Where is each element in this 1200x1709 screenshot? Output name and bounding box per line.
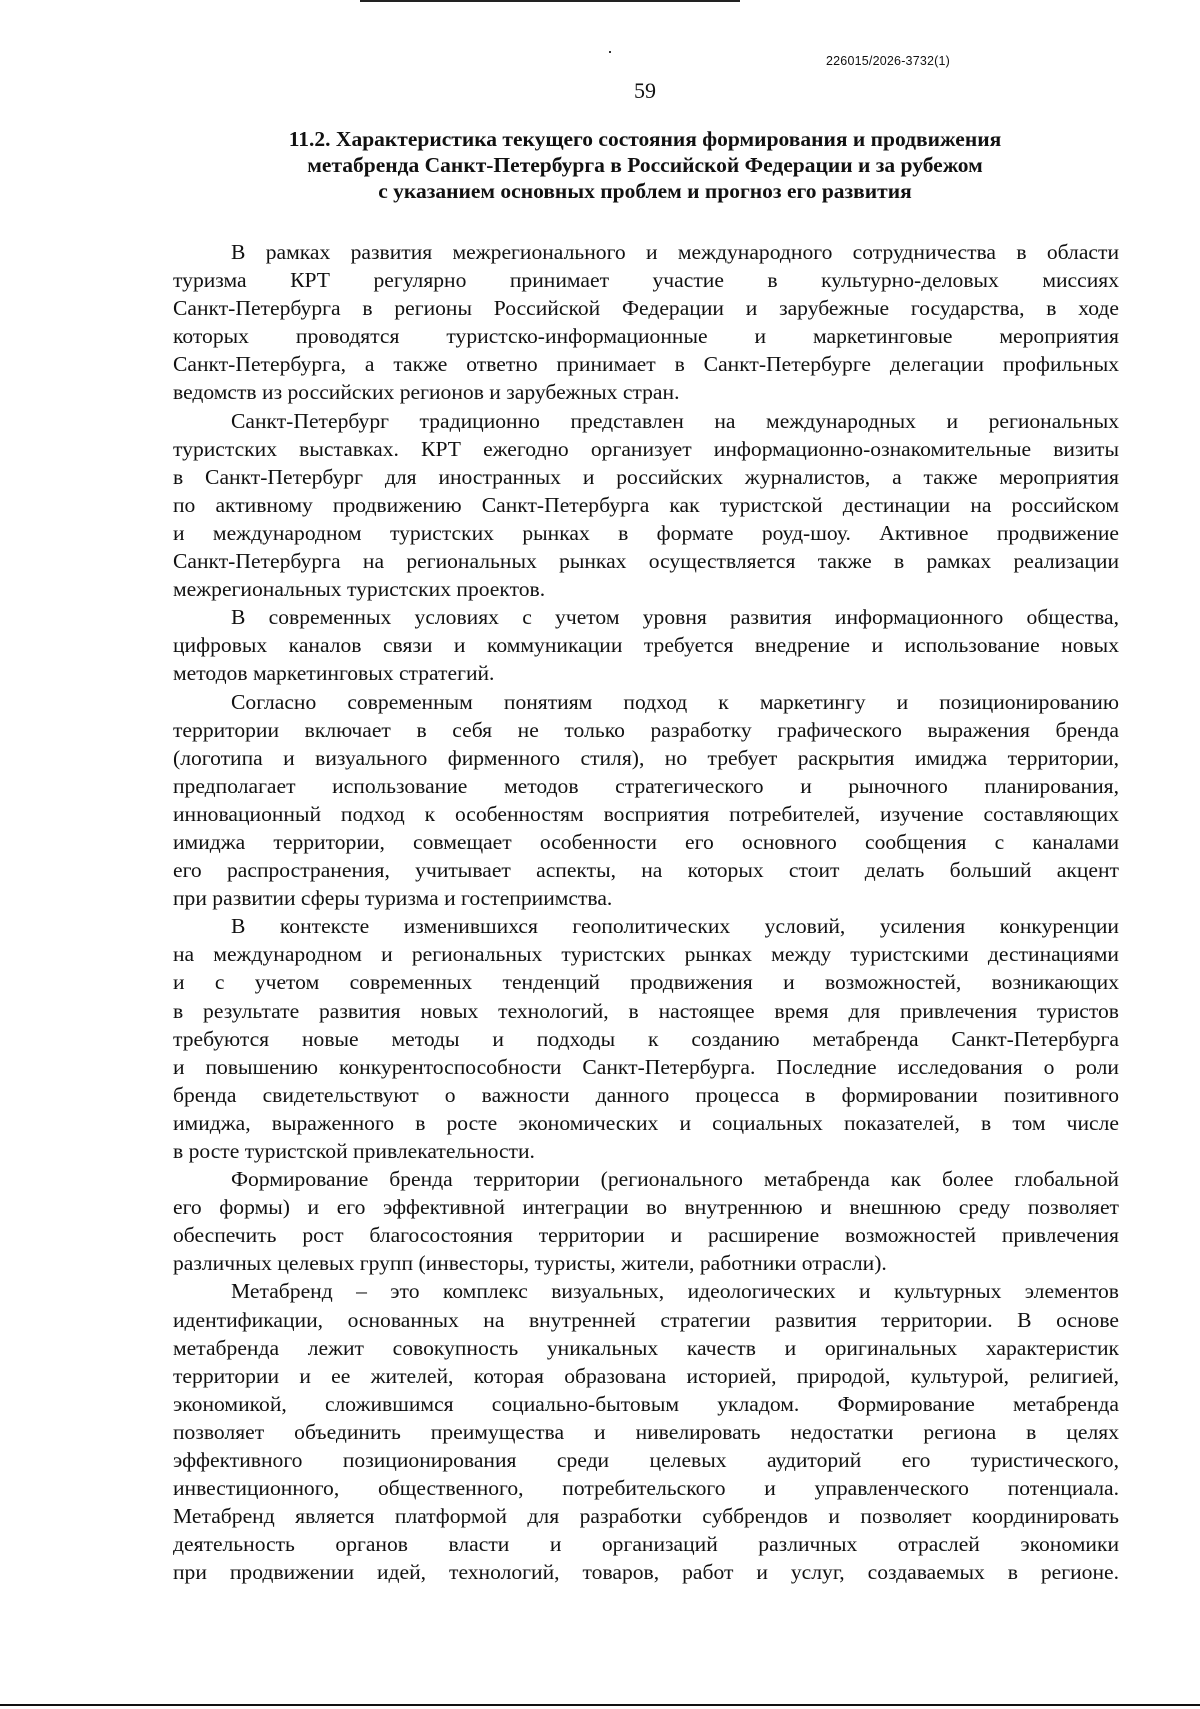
text-line: его распространения, учитывает аспекты, на которых стоит делать больший акцент [173,858,1119,883]
scan-edge-bottom [0,1704,1200,1706]
text-line: туризма КРТ регулярно принимает участие в культурно-деловых миссиях [173,268,1119,293]
text-line: позволяет объединить преимущества и нивелировать недостатки региона в целях [173,1419,1119,1444]
text-line: В рамках развития межрегионального и международного сотрудничества в области [231,240,1119,264]
document-id: 226015/2026-3732(1) [826,54,951,68]
text-line: бренда свидетельствуют о важности данного процесса в формировании позитивного [173,1082,1119,1107]
scan-speck [609,51,611,53]
section-title-line: 11.2. Характеристика текущего состояния формирования и продвижения [288,127,1002,151]
text-line: в Санкт-Петербург для иностранных и российских журналистов, а также мероприятия [173,464,1119,489]
text-line: Согласно современным понятиям подход к маркетингу и позиционированию [231,689,1119,714]
text-line: в росте туристской привлекательности. [173,1139,535,1163]
text-line: Формирование бренда территории (регионального метабренда как более глобальной [231,1167,1119,1192]
text-line: Метабренд является платформой для разработки суббрендов и позволяет координировать [173,1504,1119,1529]
text-line: Санкт-Петербурга, а также ответно принимает в Санкт-Петербурге делегации профильных [173,352,1119,377]
text-line: цифровых каналов связи и коммуникации требуется внедрение и использование новых [173,633,1119,658]
text-line: и международном туристских рынках в формате роуд-шоу. Активное продвижение [173,520,1119,545]
text-line: межрегиональных туристских проектов. [173,577,546,602]
text-line: метабренда лежит совокупность уникальных качеств и оригинальных характеристик [173,1335,1119,1360]
text-line: при развитии сферы туризма и гостеприимства. [173,886,613,911]
text-line: его формы) и его эффективной интеграции во внутреннюю и внешнюю среду позволяет [173,1195,1119,1220]
text-line: на международном и региональных туристских рынках между туристскими дестинациями [173,942,1119,967]
text-line: по активному продвижению Санкт-Петербурга как туристской дестинации на российском [173,492,1119,517]
text-line: методов маркетинговых стратегий. [173,661,495,686]
section-title [210,126,1080,204]
text-line: при продвижении идей, технологий, товаров, работ и услуг, создаваемых в регионе. [173,1560,1119,1585]
text-line: в результате развития новых технологий, в настоящее время для привлечения туристов [173,998,1119,1023]
page-number: 59 [634,78,656,103]
text-line: туристских выставках. КРТ ежегодно организует информационно-ознакомительные визиты [173,436,1119,461]
text-line: территории и ее жителей, которая образована историей, природой, культурой, религией, [173,1363,1119,1388]
text-line: требуются новые методы и подходы к созданию метабренда Санкт-Петербурга [173,1026,1119,1051]
text-line: экономикой, сложившимся социально-бытовым укладом. Формирование метабренда [173,1391,1119,1416]
text-line: которых проводятся туристско-информационные и маркетинговые мероприятия [173,324,1119,349]
text-line: имиджа, выраженного в росте экономических и социальных показателей, в том числе [173,1110,1119,1135]
text-line: В современных условиях с учетом уровня развития информационного общества, [231,605,1119,630]
text-line: и повышению конкурентоспособности Санкт-Петербурга. Последние исследования о роли [173,1054,1119,1079]
body-text [173,238,1119,1587]
text-line: и с учетом современных тенденций продвижения и возможностей, возникающих [173,970,1119,995]
text-line: Санкт-Петербурга на региональных рынках осуществляется также в рамках реализации [173,549,1119,574]
text-line: имиджа территории, совмещает особенности его основного сообщения с каналами [173,829,1119,854]
text-line: инвестиционного, общественного, потребительского и управленческого потенциала. [173,1476,1119,1501]
section-title-line: метабренда Санкт-Петербурга в Российской Федерации и за рубежом [307,153,983,177]
text-line: инновационный подход к особенностям восприятия потребителей, изучение составляющих [173,801,1119,826]
text-line: территории включает в себя не только разработку графического выражения бренда [173,717,1119,742]
text-line: деятельность органов власти и организаций различных отраслей экономики [173,1532,1119,1557]
text-line: предполагает использование методов стратегического и рыночного планирования, [173,773,1119,798]
text-line: Метабренд – это комплекс визуальных, идеологических и культурных элементов [231,1279,1119,1304]
section-title-line: с указанием основных проблем и прогноз его развития [378,179,912,203]
text-line: обеспечить рост благосостояния территории и расширение возможностей привлечения [173,1223,1119,1248]
text-line: эффективного позиционирования среди целевых аудиторий его туристического, [173,1448,1119,1473]
scan-edge-top [360,0,740,2]
text-line: (логотипа и визуального фирменного стиля), но требует раскрытия имиджа территории, [173,745,1119,770]
text-line: В контексте изменившихся геополитических условий, усиления конкуренции [231,914,1119,939]
text-line: Санкт-Петербург традиционно представлен на международных и региональных [231,408,1119,433]
text-line: идентификации, основанных на внутренней стратегии развития территории. В основе [173,1307,1119,1332]
text-line: ведомств из российских регионов и зарубежных стран. [173,380,680,405]
text-line: различных целевых групп (инвесторы, туристы, жители, работники отрасли). [173,1251,887,1276]
text-line: Санкт-Петербурга в регионы Российской Федерации и зарубежные государства, в ходе [173,296,1119,321]
